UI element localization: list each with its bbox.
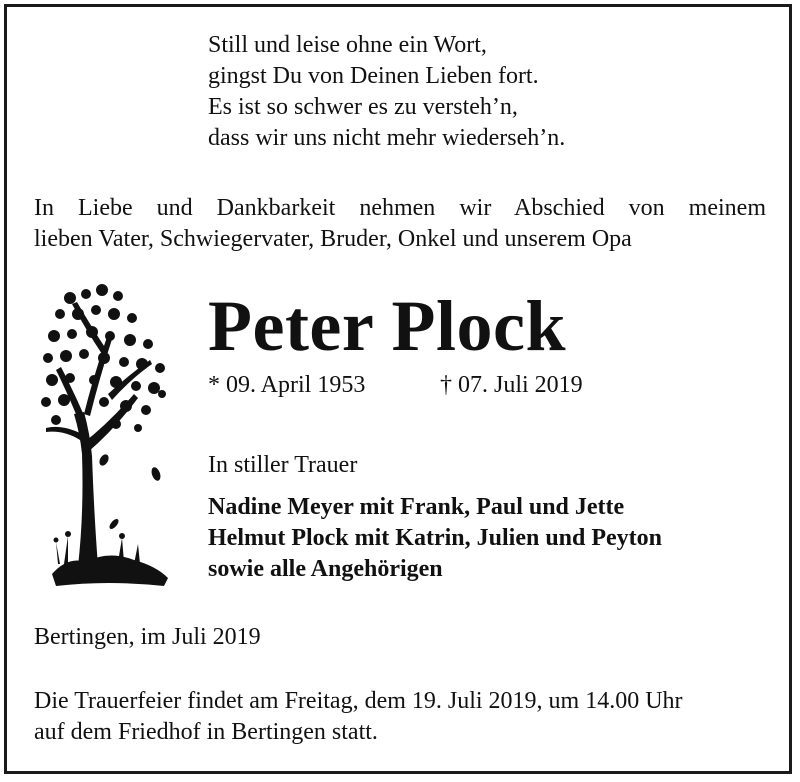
intro-line: lieben Vater, Schwiegervater, Bruder, Onkel und unserem Opa [34,226,632,252]
death-date: † 07. Juli 2019 [440,372,583,398]
poem-line: Still und leise ohne ein Wort, [208,32,487,58]
poem-line: gingst Du von Deinen Lieben fort. [208,63,539,89]
intro-text [34,193,766,255]
funeral-info [34,686,683,748]
mourner-line: Helmut Plock mit Katrin, Julien und Peyton [208,525,663,551]
mourners-list [208,492,662,585]
mourner-line: Nadine Meyer mit Frank, Paul und Jette [208,494,625,520]
place-date: Bertingen, im Juli 2019 [34,624,261,650]
intro-line: In Liebe und Dankbarkeit nehmen wir Abschied von meinem [34,195,766,221]
tree-silhouette-icon [38,274,178,594]
deceased-name: Peter Plock [208,286,567,366]
mourning-label: In stiller Trauer [208,452,358,478]
poem-line: Es ist so schwer es zu versteh’n, [208,94,518,120]
poem [208,30,565,154]
funeral-line: Die Trauerfeier findet am Freitag, dem 19. Juli 2019, um 14.00 Uhr [34,688,683,714]
mourner-line: sowie alle Angehörigen [208,556,443,582]
funeral-line: auf dem Friedhof in Bertingen statt. [34,719,378,745]
birth-date: * 09. April 1953 [208,372,366,398]
poem-line: dass wir uns nicht mehr wiederseh’n. [208,125,566,151]
